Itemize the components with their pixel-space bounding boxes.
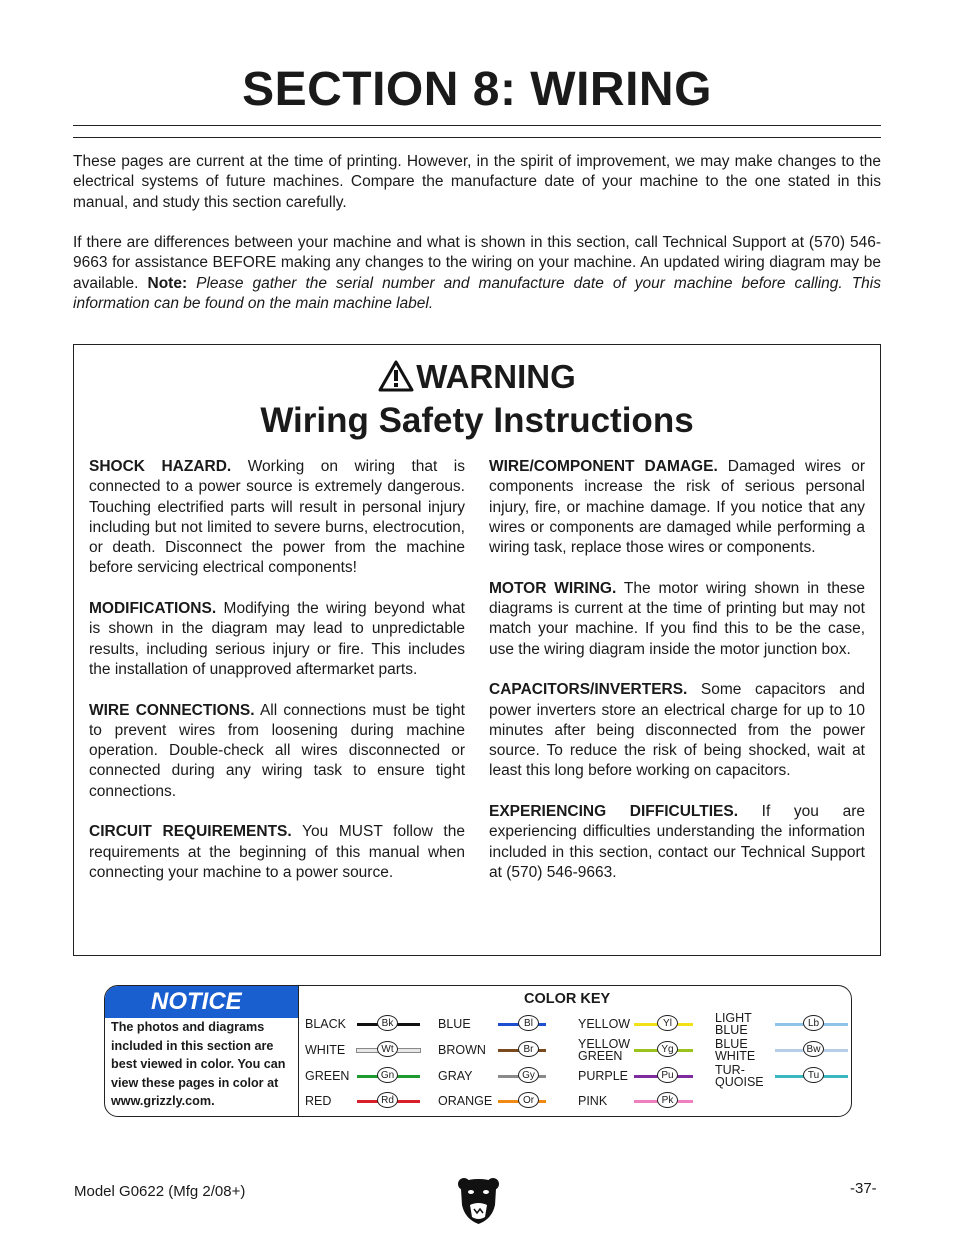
notice-panel [105, 986, 299, 1116]
color-key-code: Bk [377, 1015, 398, 1031]
warning-left-column [89, 457, 465, 904]
color-key-item-or [438, 1092, 578, 1110]
intro-paragraph-2 [73, 233, 881, 314]
color-key-item-wt [305, 1041, 445, 1059]
item-title: EXPERIENCING DIFFICULTIES. [489, 803, 738, 821]
item-title: CIRCUIT REQUIREMENTS. [89, 823, 292, 841]
color-key-code: Pu [657, 1067, 678, 1083]
color-key-title: COLOR KEY [524, 991, 611, 1007]
warning-label: WARNING [416, 358, 576, 395]
color-key-label: GRAY [438, 1069, 473, 1083]
item-text: All connections must be tight to prevent wires from loosening during machine operation. Double-check all wires disconnected or connected during any wiring task to ensure tight connections. [89, 701, 465, 800]
warning-item-difficulties [489, 802, 865, 883]
warning-item-circuit [89, 822, 465, 883]
warning-item-motor [489, 579, 865, 660]
item-text: If you are experiencing difficulties understanding the information included in this section, contact our Technical Support at (570) 546-9663. [489, 803, 865, 881]
color-key-item-yg [578, 1037, 718, 1063]
color-key-item-bl [438, 1015, 578, 1033]
warning-item-capacitors [489, 680, 865, 781]
color-key-label: GREEN [305, 1069, 350, 1083]
note-label: Note: [147, 274, 188, 292]
color-key-item-bw [715, 1037, 852, 1063]
color-key-code: Tu [803, 1067, 824, 1083]
color-key-code: Wt [377, 1041, 398, 1057]
item-title: MODIFICATIONS. [89, 600, 217, 618]
color-key-code: Yl [657, 1015, 678, 1031]
color-key-item-bk [305, 1015, 445, 1033]
color-key-label: YELLOW GREEN [578, 1037, 631, 1063]
color-key-code: Br [518, 1041, 539, 1057]
color-key-label: YELLOW [578, 1017, 631, 1031]
item-title: WIRE/COMPONENT DAMAGE. [489, 458, 718, 475]
item-text: Modifying the wiring beyond what is shown in the diagram may lead to unpredictable results, including serious injury or fire. This includes the installation of unapproved aftermarket parts. [89, 600, 465, 678]
color-key-label: WHITE [305, 1043, 346, 1057]
item-title: CAPACITORS/INVERTERS. [489, 681, 688, 699]
notice-box [104, 985, 852, 1117]
color-key-label: BLUE [438, 1017, 471, 1031]
warning-item-shock [89, 457, 465, 579]
warning-item-damage [489, 457, 865, 558]
item-text: You MUST follow the requirements at the beginning of this manual when connecting your machine to a power source. [89, 823, 465, 881]
color-key-item-tu [715, 1063, 852, 1089]
item-title: MOTOR WIRING. [489, 579, 617, 597]
color-key-label: BLACK [305, 1017, 346, 1031]
item-title: SHOCK HAZARD. [89, 458, 232, 475]
note-text: Please gather the serial number and manufacture date of your machine before calling. This information can be found on the main machine label. [73, 274, 882, 312]
color-key-label: LIGHT BLUE [715, 1011, 752, 1037]
grizzly-bear-logo-icon [456, 1175, 501, 1225]
color-key-label: ORANGE [438, 1094, 493, 1108]
color-key-code: Bl [518, 1015, 539, 1031]
color-key-item-pu [578, 1067, 718, 1085]
warning-subheading: Wiring Safety Instructions [260, 401, 694, 440]
color-key-item-pk [578, 1092, 718, 1110]
color-key-item-br [438, 1041, 578, 1059]
color-key-code: Bw [803, 1041, 824, 1057]
footer-model: Model G0622 (Mfg 2/08+) [74, 1183, 246, 1200]
item-text: Damaged wires or components increase the risk of serious personal injury, fire, or machine damage. If you notice that any wires or components are damaged while performing a wiring task, replace those wires or components. [489, 458, 865, 557]
color-key-item-gn [305, 1067, 445, 1085]
title-rule-top [73, 125, 881, 126]
color-key-label: BROWN [438, 1043, 486, 1057]
item-text: The motor wiring shown in these diagrams is current at the time of printing but may not match your machine. If you find this to be the case, use the wiring diagram inside the motor junction box. [489, 579, 865, 658]
color-key-code: Lb [803, 1015, 824, 1031]
color-key-code: Yg [657, 1041, 678, 1057]
color-key-code: Rd [377, 1092, 398, 1108]
footer-page-number: -37- [850, 1180, 877, 1197]
color-key-label: PURPLE [578, 1069, 629, 1083]
color-key-item-lb [715, 1011, 852, 1037]
notice-text: The photos and diagrams included in this section are best viewed in color. You can view these pages in color at www.grizzly.com. [111, 1020, 286, 1108]
page-title: SECTION 8: WIRING [242, 63, 712, 116]
warning-box [73, 344, 881, 956]
color-key-code: Or [518, 1092, 539, 1108]
item-text: Some capacitors and power inverters store an electrical charge for up to 10 minutes after being disconnected from the power source. To reduce the risk of being shocked, wait at least this long before working on capacitors. [489, 681, 865, 780]
color-key-code: Pk [657, 1092, 678, 1108]
color-key-item-yl [578, 1015, 718, 1033]
color-key-label: TUR- QUOISE [715, 1063, 764, 1089]
color-key-item-rd [305, 1092, 445, 1110]
color-key-code: Gn [377, 1067, 398, 1083]
item-title: WIRE CONNECTIONS. [89, 701, 255, 719]
warning-item-wire-connections [89, 701, 465, 802]
warning-triangle-icon [378, 360, 414, 401]
intro-paragraph-1: These pages are current at the time of printing. However, in the spirit of improvement, we may make changes to the electrical systems of future machines. Compare the manufacture date of your machine to the one stated in this manual, and study this section carefully. [73, 153, 881, 211]
title-rule-bottom [73, 137, 881, 138]
color-key-label: PINK [578, 1094, 608, 1108]
color-key-code: Gy [518, 1067, 539, 1083]
intro-p2-text: If there are differences between your machine and what is shown in this section, call Technical Support at (570) 546-9663 for assistance BEFORE making any changes to the wiring on your machine. An updated wiring diagram may be available. [73, 234, 881, 292]
warning-right-column [489, 457, 865, 904]
color-key-label: RED [305, 1094, 332, 1108]
color-key-label: BLUE WHITE [715, 1037, 756, 1063]
item-text: Working on wiring that is connected to a power source is extremely dangerous. Touching electrified parts will result in personal injury including but not limited to severe burns, electrocution, or death. Disconnect the power from the machine before servicing electrical components! [89, 458, 465, 577]
notice-banner: NOTICE [105, 986, 298, 1018]
warning-item-modifications [89, 599, 465, 680]
warning-heading [74, 357, 880, 401]
color-key-item-gy [438, 1067, 578, 1085]
